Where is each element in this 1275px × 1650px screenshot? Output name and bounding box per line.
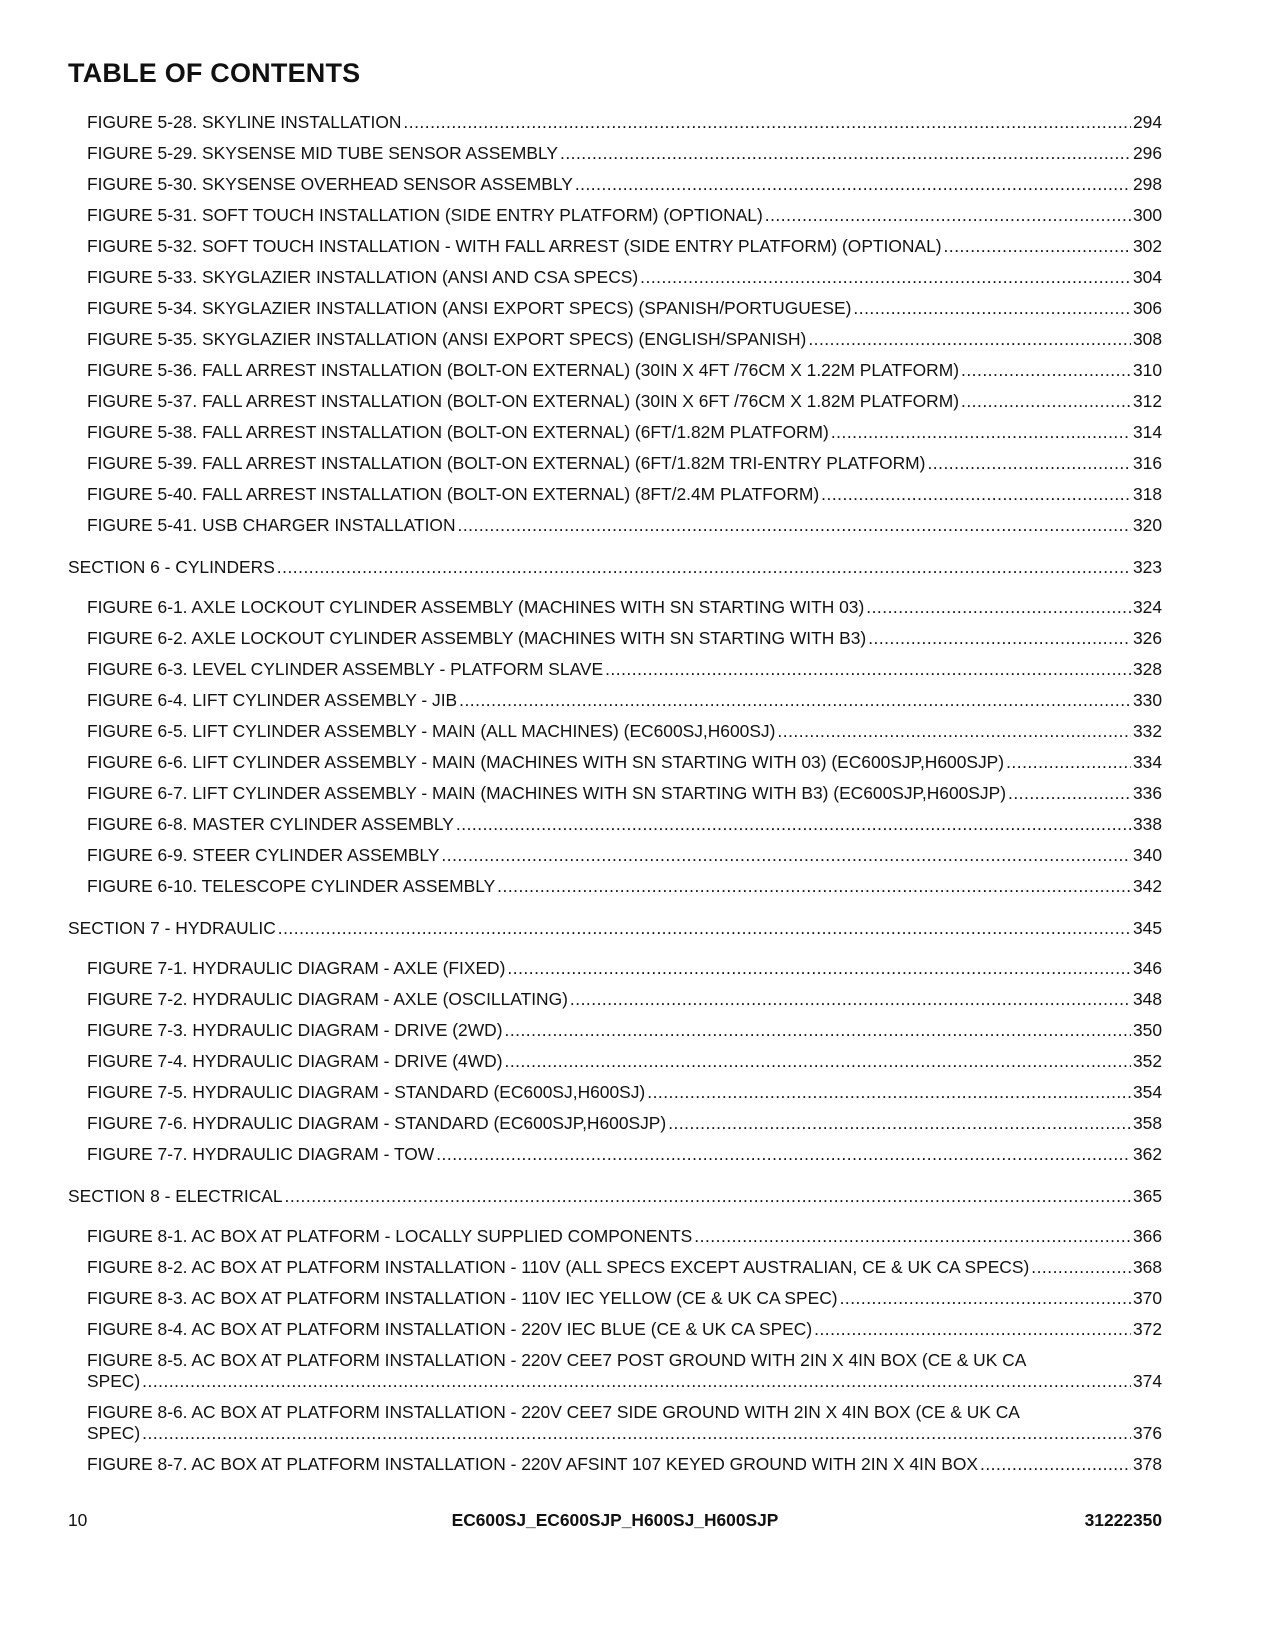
toc-entry-page: 306 (1132, 298, 1162, 318)
toc-entry-title: FIGURE 8-1. AC BOX AT PLATFORM - LOCALLY SUPPLIED COMPONENTS (87, 1226, 693, 1246)
toc-entry-title: FIGURE 6-3. LEVEL CYLINDER ASSEMBLY - PLATFORM SLAVE (87, 659, 604, 679)
toc-entry-page: 336 (1132, 783, 1162, 803)
toc-entry-page: 294 (1132, 112, 1162, 132)
dot-leader (504, 1020, 1131, 1041)
toc-entry-title: FIGURE 7-3. HYDRAULIC DIAGRAM - DRIVE (2WD) (87, 1020, 503, 1040)
toc-entry-title: SECTION 6 - CYLINDERS (68, 557, 275, 577)
toc-entry-title: FIGURE 8-2. AC BOX AT PLATFORM INSTALLATION - 110V (ALL SPECS EXCEPT AUSTRALIAN, CE & UK CA SPECS) (87, 1257, 1030, 1277)
toc-entry-page: 314 (1132, 422, 1162, 442)
toc-entry-page: 358 (1132, 1113, 1162, 1133)
toc-entry-title: FIGURE 5-38. FALL ARREST INSTALLATION (BOLT-ON EXTERNAL) (6FT/1.82M PLATFORM) (87, 422, 829, 442)
toc-entry-title: FIGURE 5-36. FALL ARREST INSTALLATION (BOLT-ON EXTERNAL) (30IN X 4FT /76CM X 1.22M PLATFORM) (87, 360, 959, 380)
dot-leader (927, 453, 1131, 474)
dot-leader (1008, 783, 1131, 804)
toc-entry-title: SECTION 8 - ELECTRICAL (68, 1186, 283, 1206)
toc-entry-page: 340 (1132, 845, 1162, 865)
toc-entry-title: FIGURE 5-33. SKYGLAZIER INSTALLATION (ANSI AND CSA SPECS) (87, 267, 639, 287)
toc-entry[interactable] (68, 360, 1162, 381)
toc-entry-page: 352 (1132, 1051, 1162, 1071)
dot-leader (668, 1113, 1131, 1134)
footer-model: EC600SJ_EC600SJP_H600SJ_H600SJP (451, 1510, 779, 1530)
dot-leader (497, 876, 1131, 897)
toc-entry-title: FIGURE 8-4. AC BOX AT PLATFORM INSTALLATION - 220V IEC BLUE (CE & UK CA SPEC) (87, 1319, 813, 1339)
toc-entry-title: FIGURE 5-31. SOFT TOUCH INSTALLATION (SIDE ENTRY PLATFORM) (OPTIONAL) (87, 205, 763, 225)
toc-entry-page: 368 (1132, 1257, 1162, 1277)
footer-page-number: 10 (68, 1510, 88, 1530)
toc-entry-page: 332 (1132, 721, 1162, 741)
dot-leader (1006, 752, 1131, 773)
toc-entry-page: 323 (1132, 557, 1162, 577)
dot-leader (507, 958, 1131, 979)
toc-entry-page: 374 (1132, 1371, 1162, 1391)
toc-section-entry[interactable] (68, 1186, 1162, 1207)
toc-entry[interactable] (68, 422, 1162, 443)
toc-entry-page: 310 (1132, 360, 1162, 380)
toc-entry-page: 298 (1132, 174, 1162, 194)
toc-entry-title: FIGURE 5-32. SOFT TOUCH INSTALLATION - WITH FALL ARREST (SIDE ENTRY PLATFORM) (OPTIONAL) (87, 236, 942, 256)
toc-entry-title-cont: SPEC) (87, 1371, 141, 1391)
toc-entry[interactable] (68, 329, 1162, 350)
toc-entry-title: FIGURE 5-30. SKYSENSE OVERHEAD SENSOR ASSEMBLY (87, 174, 573, 194)
toc-entry-title: FIGURE 8-7. AC BOX AT PLATFORM INSTALLATION - 220V AFSINT 107 KEYED GROUND WITH 2IN X 4IN BOX (87, 1454, 979, 1474)
dot-leader (575, 174, 1131, 195)
toc-entry[interactable] (68, 690, 1162, 711)
dot-leader (866, 597, 1131, 618)
toc-entry[interactable] (68, 1402, 1162, 1444)
toc-entry[interactable] (68, 989, 1162, 1010)
toc-entry-title: FIGURE 6-7. LIFT CYLINDER ASSEMBLY - MAIN (MACHINES WITH SN STARTING WITH B3) (EC600SJP,H600SJP) (87, 783, 1006, 803)
toc-entry[interactable] (68, 783, 1162, 804)
toc-entry[interactable] (68, 112, 1162, 133)
dot-leader (840, 1288, 1131, 1309)
dot-leader (570, 989, 1131, 1010)
toc-entry-page: 354 (1132, 1082, 1162, 1102)
toc-entry[interactable] (68, 391, 1162, 412)
dot-leader (961, 360, 1131, 381)
dot-leader (647, 1082, 1131, 1103)
dot-leader (814, 1319, 1131, 1340)
toc-entry[interactable] (68, 1082, 1162, 1103)
toc-entry-title: FIGURE 8-3. AC BOX AT PLATFORM INSTALLATION - 110V IEC YELLOW (CE & UK CA SPEC) (87, 1288, 838, 1308)
dot-leader (456, 814, 1131, 835)
toc-entry-page: 348 (1132, 989, 1162, 1009)
toc-entry[interactable] (68, 597, 1162, 618)
toc-entry-page: 378 (1132, 1454, 1162, 1474)
toc-entry-page: 324 (1132, 597, 1162, 617)
dot-leader (980, 1454, 1131, 1475)
dot-leader (777, 721, 1131, 742)
toc-entry[interactable] (68, 1113, 1162, 1134)
toc-entry-page: 296 (1132, 143, 1162, 163)
toc-entry[interactable] (68, 876, 1162, 897)
dot-leader (458, 515, 1131, 536)
toc-entry[interactable] (68, 752, 1162, 773)
toc-entry-page: 312 (1132, 391, 1162, 411)
dot-leader (441, 845, 1131, 866)
toc-entry[interactable] (68, 1319, 1162, 1340)
toc-entry-title: SECTION 7 - HYDRAULIC (68, 918, 276, 938)
toc-entry-title: FIGURE 7-4. HYDRAULIC DIAGRAM - DRIVE (4WD) (87, 1051, 503, 1071)
dot-leader (605, 659, 1131, 680)
toc-entry-page: 334 (1132, 752, 1162, 772)
toc-entry[interactable] (68, 721, 1162, 742)
toc-entry-page: 365 (1132, 1186, 1162, 1206)
toc-entry-page: 362 (1132, 1144, 1162, 1164)
toc-entry[interactable] (68, 1020, 1162, 1041)
toc-entry[interactable] (68, 267, 1162, 288)
toc-entry-title: FIGURE 6-10. TELESCOPE CYLINDER ASSEMBLY (87, 876, 496, 896)
toc-entry-title: FIGURE 7-1. HYDRAULIC DIAGRAM - AXLE (FIXED) (87, 958, 506, 978)
toc-entry-page: 338 (1132, 814, 1162, 834)
toc-entry-title: FIGURE 6-2. AXLE LOCKOUT CYLINDER ASSEMBLY (MACHINES WITH SN STARTING WITH B3) (87, 628, 867, 648)
toc-entry-title: FIGURE 7-5. HYDRAULIC DIAGRAM - STANDARD (EC600SJ,H600SJ) (87, 1082, 646, 1102)
toc-entry-page: 304 (1132, 267, 1162, 287)
toc-entry-page: 328 (1132, 659, 1162, 679)
toc-section-entry[interactable] (68, 557, 1162, 578)
toc-list (68, 112, 1162, 1475)
toc-entry[interactable] (68, 298, 1162, 319)
toc-entry-page: 326 (1132, 628, 1162, 648)
section-spacer (68, 1207, 1162, 1216)
dot-leader (944, 236, 1131, 257)
toc-entry-page: 342 (1132, 876, 1162, 896)
toc-entry[interactable] (68, 1257, 1162, 1278)
toc-entry-page: 318 (1132, 484, 1162, 504)
toc-entry-page: 320 (1132, 515, 1162, 535)
dot-leader (142, 1371, 1131, 1392)
toc-entry-page: 330 (1132, 690, 1162, 710)
toc-entry[interactable] (68, 453, 1162, 474)
toc-entry[interactable] (68, 814, 1162, 835)
toc-section-entry[interactable] (68, 918, 1162, 939)
page-title: TABLE OF CONTENTS (68, 58, 361, 88)
dot-leader (821, 484, 1131, 505)
toc-entry-title: FIGURE 7-7. HYDRAULIC DIAGRAM - TOW (87, 1144, 435, 1164)
toc-entry[interactable] (68, 845, 1162, 866)
toc-entry-page: 316 (1132, 453, 1162, 473)
toc-entry-title: FIGURE 5-39. FALL ARREST INSTALLATION (BOLT-ON EXTERNAL) (6FT/1.82M TRI-ENTRY PLATFORM) (87, 453, 926, 473)
toc-entry-page: 308 (1132, 329, 1162, 349)
dot-leader (436, 1144, 1131, 1165)
toc-entry[interactable] (68, 1144, 1162, 1165)
dot-leader (459, 690, 1131, 711)
toc-entry-title: FIGURE 6-6. LIFT CYLINDER ASSEMBLY - MAIN (MACHINES WITH SN STARTING WITH 03) (EC600SJP,H600SJP) (87, 752, 1005, 772)
section-spacer (68, 939, 1162, 948)
toc-entry[interactable] (68, 174, 1162, 195)
toc-entry[interactable] (68, 1051, 1162, 1072)
toc-entry-title: FIGURE 6-4. LIFT CYLINDER ASSEMBLY - JIB (87, 690, 458, 710)
toc-entry[interactable] (68, 484, 1162, 505)
toc-entry[interactable] (68, 958, 1162, 979)
toc-entry[interactable] (68, 143, 1162, 164)
toc-entry-page: 345 (1132, 918, 1162, 938)
toc-entry-title: FIGURE 5-41. USB CHARGER INSTALLATION (87, 515, 456, 535)
toc-entry-title: FIGURE 5-28. SKYLINE INSTALLATION (87, 112, 402, 132)
toc-entry[interactable] (68, 628, 1162, 649)
dot-leader (560, 143, 1131, 164)
toc-entry[interactable] (68, 1454, 1162, 1475)
dot-leader (142, 1423, 1131, 1444)
toc-entry-title: FIGURE 8-6. AC BOX AT PLATFORM INSTALLATION - 220V CEE7 SIDE GROUND WITH 2IN X 4IN BOX (CE & UK CA (87, 1402, 1020, 1422)
section-spacer (68, 578, 1162, 587)
toc-entry-page: 370 (1132, 1288, 1162, 1308)
dot-leader (403, 112, 1131, 133)
dot-leader (640, 267, 1131, 288)
toc-entry-title: FIGURE 6-5. LIFT CYLINDER ASSEMBLY - MAIN (ALL MACHINES) (EC600SJ,H600SJ) (87, 721, 776, 741)
dot-leader (504, 1051, 1131, 1072)
footer-doc-number: 31222350 (1084, 1510, 1162, 1530)
toc-entry-page: 366 (1132, 1226, 1162, 1246)
dot-leader (1031, 1257, 1131, 1278)
toc-entry[interactable] (68, 205, 1162, 226)
dot-leader (277, 557, 1131, 578)
toc-entry[interactable] (68, 1226, 1162, 1247)
toc-entry-page: 302 (1132, 236, 1162, 256)
toc-entry-title: FIGURE 5-37. FALL ARREST INSTALLATION (BOLT-ON EXTERNAL) (30IN X 6FT /76CM X 1.82M PLATFORM) (87, 391, 959, 411)
toc-entry-title: FIGURE 5-40. FALL ARREST INSTALLATION (BOLT-ON EXTERNAL) (8FT/2.4M PLATFORM) (87, 484, 820, 504)
toc-entry[interactable] (68, 659, 1162, 680)
toc-entry[interactable] (68, 515, 1162, 536)
toc-entry-page: 300 (1132, 205, 1162, 225)
dot-leader (853, 298, 1131, 319)
toc-entry-title: FIGURE 6-8. MASTER CYLINDER ASSEMBLY (87, 814, 454, 834)
page-footer (68, 1510, 1162, 1534)
toc-entry-title: FIGURE 5-35. SKYGLAZIER INSTALLATION (ANSI EXPORT SPECS) (ENGLISH/SPANISH) (87, 329, 807, 349)
toc-entry-page: 372 (1132, 1319, 1162, 1339)
toc-entry[interactable] (68, 1288, 1162, 1309)
toc-entry-page: 376 (1132, 1423, 1162, 1443)
toc-entry-title-cont: SPEC) (87, 1423, 141, 1443)
toc-entry-title: FIGURE 7-2. HYDRAULIC DIAGRAM - AXLE (OSCILLATING) (87, 989, 568, 1009)
toc-entry-title: FIGURE 6-9. STEER CYLINDER ASSEMBLY (87, 845, 440, 865)
dot-leader (961, 391, 1131, 412)
toc-entry[interactable] (68, 1350, 1162, 1392)
dot-leader (285, 1186, 1131, 1207)
toc-entry-title: FIGURE 8-5. AC BOX AT PLATFORM INSTALLATION - 220V CEE7 POST GROUND WITH 2IN X 4IN BOX (CE & UK CA (87, 1350, 1027, 1370)
dot-leader (868, 628, 1131, 649)
dot-leader (765, 205, 1131, 226)
toc-entry-title: FIGURE 5-29. SKYSENSE MID TUBE SENSOR ASSEMBLY (87, 143, 558, 163)
toc-entry[interactable] (68, 236, 1162, 257)
toc-entry-page: 346 (1132, 958, 1162, 978)
toc-entry-page: 350 (1132, 1020, 1162, 1040)
toc-entry-title: FIGURE 5-34. SKYGLAZIER INSTALLATION (ANSI EXPORT SPECS) (SPANISH/PORTUGUESE) (87, 298, 852, 318)
dot-leader (278, 918, 1131, 939)
dot-leader (808, 329, 1131, 350)
toc-entry-title: FIGURE 7-6. HYDRAULIC DIAGRAM - STANDARD (EC600SJP,H600SJP) (87, 1113, 667, 1133)
dot-leader (831, 422, 1131, 443)
dot-leader (694, 1226, 1131, 1247)
toc-entry-title: FIGURE 6-1. AXLE LOCKOUT CYLINDER ASSEMBLY (MACHINES WITH SN STARTING WITH 03) (87, 597, 865, 617)
